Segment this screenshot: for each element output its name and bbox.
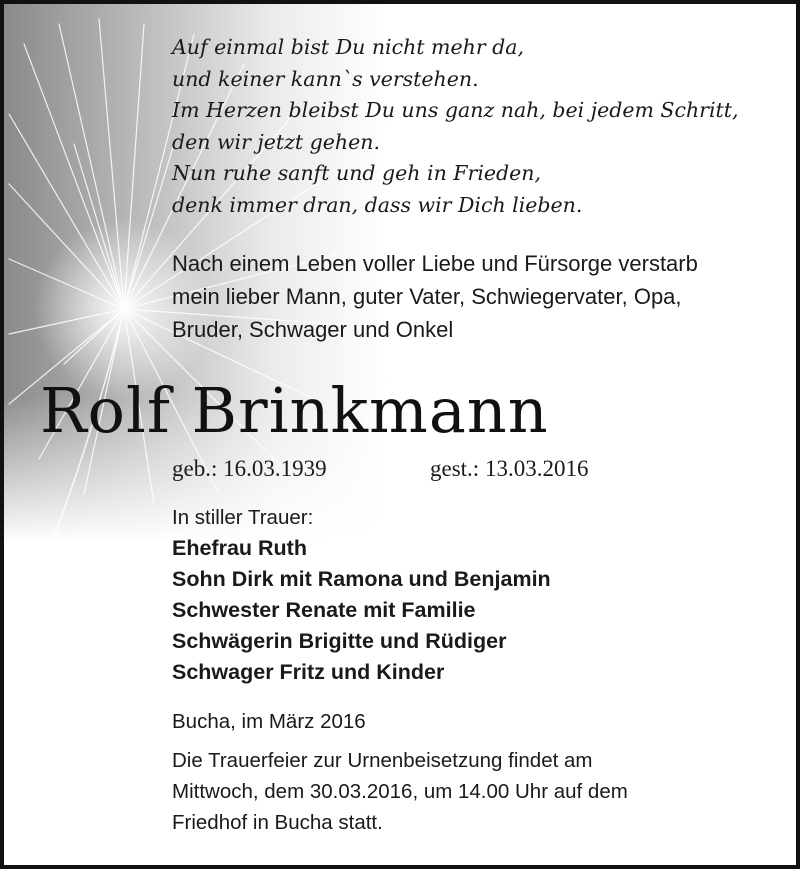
poem-line: Nun ruhe sanft und geh in Frieden, (172, 161, 541, 185)
mourner-name: Schwägerin Brigitte und Rüdiger (172, 629, 507, 653)
mourner-name: Schwester Renate mit Familie (172, 598, 476, 622)
ceremony-line: Friedhof in Bucha statt. (172, 811, 383, 834)
ceremony-info (172, 745, 792, 838)
poem-line: denk immer dran, dass wir Dich lieben. (172, 192, 583, 217)
birth-date: geb.: 16.03.1939 (172, 456, 327, 481)
place-and-date: Bucha, im März 2016 (172, 710, 366, 733)
poem-line: und keiner kann`s verstehen. (172, 66, 479, 91)
poem-line: Auf einmal bist Du nicht mehr da, (172, 35, 524, 59)
mourner-name: Ehefrau Ruth (172, 536, 307, 560)
ceremony-line: Die Trauerfeier zur Urnenbeisetzung findet am (172, 749, 593, 772)
life-dates (172, 453, 792, 485)
intro-line: mein lieber Mann, guter Vater, Schwiegervater, Opa, (172, 284, 682, 309)
memorial-poem (172, 32, 792, 221)
mourner-name: Sohn Dirk mit Ramona und Benjamin (172, 567, 551, 591)
intro-line: Nach einem Leben voller Liebe und Fürsorge verstarb (172, 251, 698, 276)
intro-line: Bruder, Schwager und Onkel (172, 317, 454, 342)
mourning-lead: In stiller Trauer: (172, 506, 314, 529)
mourner-name: Schwager Fritz und Kinder (172, 660, 445, 684)
ceremony-line: Mittwoch, dem 30.03.2016, um 14.00 Uhr auf dem (172, 780, 628, 803)
mourners-section (172, 502, 792, 688)
intro-text (172, 247, 792, 346)
poem-line: den wir jetzt gehen. (172, 129, 380, 154)
poem-line: Im Herzen bleibst Du uns ganz nah, bei jedem Schritt, (172, 98, 739, 122)
death-date: gest.: 13.03.2016 (430, 456, 589, 481)
deceased-name: Rolf Brinkmann (40, 374, 549, 447)
